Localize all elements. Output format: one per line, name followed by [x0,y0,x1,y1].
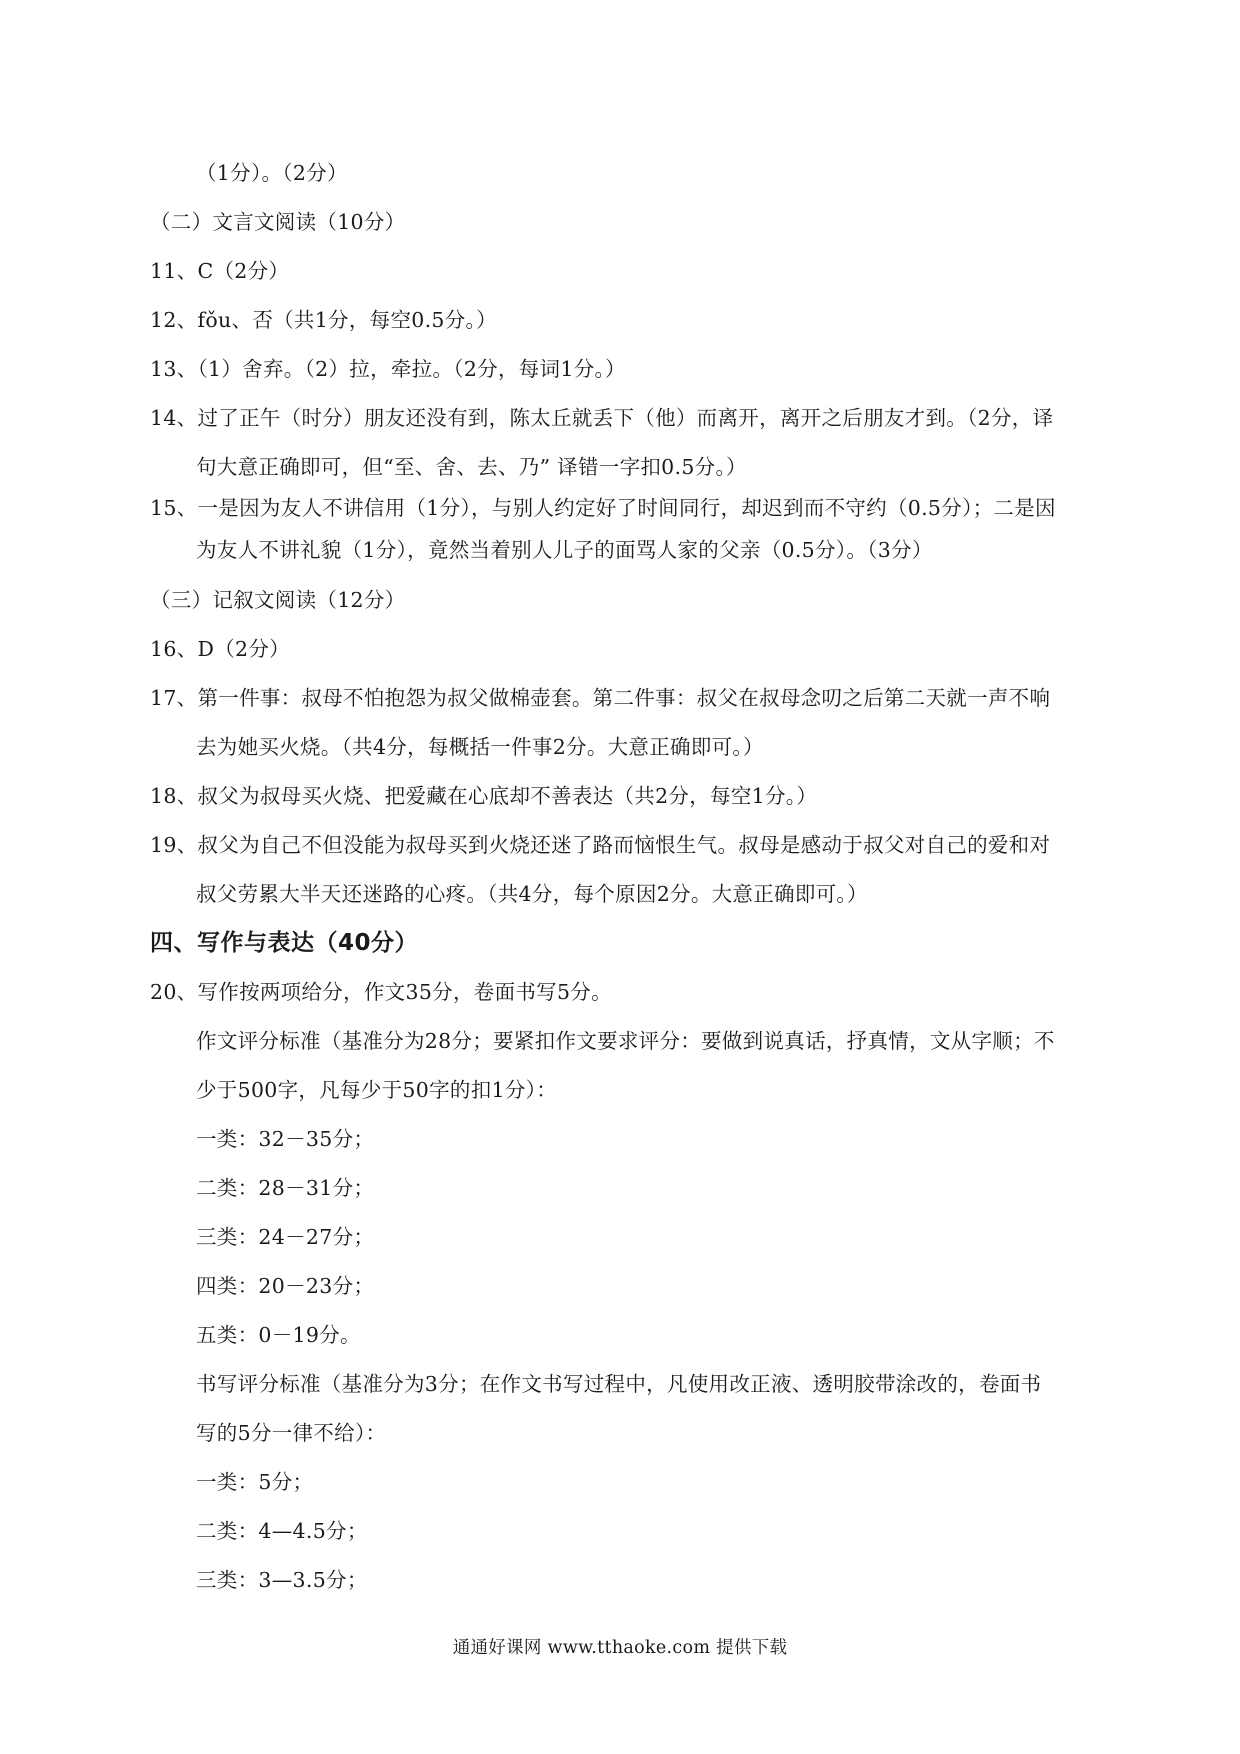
essay-grade-2: 二类：28－31分； [196,1176,375,1200]
essay-grade-5: 五类：0－19分。 [196,1323,361,1347]
essay-grade-4: 四类：20－23分； [196,1274,375,1298]
answer-18: 18、叔父为叔母买火烧、把爱藏在心底却不善表达（共2分，每空1分。） [150,784,818,808]
handwriting-criteria: 书写评分标准（基准分为3分；在作文书写过程中，凡使用改正液、透明胶带涂改的，卷面书 [196,1372,1042,1396]
section-heading-classical-reading: （二）文言文阅读（10分） [150,210,406,234]
answer-20: 20、写作按两项给分，作文35分，卷面书写5分。 [150,980,612,1004]
answer-continuation: （1分）。（2分） [196,161,348,185]
answer-19-continuation: 叔父劳累大半天还迷路的心疼。（共4分，每个原因2分。大意正确即可。） [196,882,868,906]
handwriting-grade-3: 三类：3—3.5分； [196,1568,368,1592]
essay-grade-3: 三类：24－27分； [196,1225,375,1249]
handwriting-criteria-continuation: 写的5分一律不给）： [196,1421,387,1445]
answer-11: 11、C（2分） [150,259,290,283]
answer-16: 16、D（2分） [150,637,290,661]
answer-15: 15、一是因为友人不讲信用（1分），与别人约定好了时间同行，却迟到而不守约（0.5分）；二是因 [150,496,1056,520]
answer-14: 14、过了正午（时分）朋友还没有到，陈太丘就丢下（他）而离开，离开之后朋友才到。（2分，译 [150,406,1054,430]
page-footer: 通通好课网 www.tthaoke.com 提供下载 [452,1638,788,1658]
essay-criteria: 作文评分标准（基准分为28分；要紧扣作文要求评分：要做到说真话，抒真情，文从字顺；不 [196,1029,1055,1053]
answer-14-continuation: 句大意正确即可，但“至、舍、去、乃” 译错一字扣0.5分。） [196,455,747,479]
handwriting-grade-2: 二类：4—4.5分； [196,1519,368,1543]
answer-17: 17、第一件事：叔母不怕抱怨为叔父做棉壶套。第二件事：叔父在叔母念叨之后第二天就一声不响 [150,686,1051,710]
answer-12: 12、fǒu、否（共1分，每空0.5分。） [150,308,497,332]
answer-15-continuation: 为友人不讲礼貌（1分），竟然当着别人儿子的面骂人家的父亲（0.5分）。（3分） [196,538,933,562]
section-heading-narrative-reading: （三）记叙文阅读（12分） [150,588,406,612]
answer-13: 13、（1）舍弃。（2）拉，牵拉。（2分，每词1分。） [150,357,626,381]
section-heading-writing: 四、写作与表达（40分） [150,930,419,956]
answer-19: 19、叔父为自己不但没能为叔母买到火烧还迷了路而恼恨生气。叔母是感动于叔父对自己的爱和对 [150,833,1051,857]
answer-17-continuation: 去为她买火烧。（共4分，每概括一件事2分。大意正确即可。） [196,735,764,759]
handwriting-grade-1: 一类：5分； [196,1470,314,1494]
essay-grade-1: 一类：32－35分； [196,1127,375,1151]
essay-criteria-continuation: 少于500字，凡每少于50字的扣1分）： [196,1078,558,1102]
